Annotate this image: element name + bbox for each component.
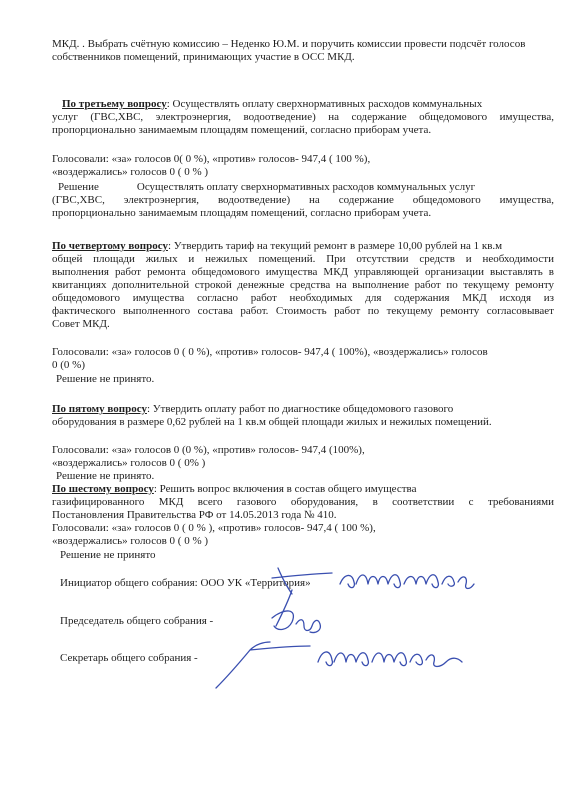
q4-decision: Решение не принято. bbox=[56, 373, 155, 385]
q3-text-line: пропорционально занимаемым площадям помещений, согласно приборам учета. bbox=[52, 124, 432, 136]
secretary-label: Секретарь общего собрания - bbox=[60, 652, 198, 664]
q6-text-line: газифицированного МКД всего газового оборудования, в соответствии с требованиями bbox=[52, 496, 554, 508]
q4-text: : Утвердить тариф на текущий ремонт в размере 10,00 рублей на 1 кв.м bbox=[167, 240, 503, 252]
q3-decision-line: пропорционально занимаемым площадям помещений, согласно приборам учета. bbox=[52, 207, 432, 219]
q3-decision-line: (ГВС,ХВС, электроэнергия, водоотведение) на содержание общедомового имущества, bbox=[52, 194, 554, 206]
q3-vote-line: «воздержались» голосов 0 ( 0 % ) bbox=[52, 166, 209, 178]
q3-decision-heading bbox=[58, 181, 554, 194]
q4-text-line: квитанциях дополнительной строкой денежные средства на выполнение работ по текущему ремонту bbox=[52, 279, 554, 291]
q5-vote-line: Голосовали: «за» голосов 0 (0 %), «против» голосов- 947,4 (100%), bbox=[52, 444, 365, 456]
secretary-signature bbox=[210, 636, 500, 692]
q6-vote-line: Голосовали: «за» голосов 0 ( 0 % ), «против» голосов- 947,4 ( 100 %), bbox=[52, 522, 376, 534]
q6-text: : Решить вопрос включения в состав общего имущества bbox=[153, 483, 417, 495]
q4-text-line: общедомового имущества согласно работ необходимых для содержания МКД исходя из bbox=[52, 292, 554, 304]
q5-label: По пятому вопросу bbox=[52, 403, 147, 415]
q4-text-line: фактического выполненного состава работ. Стоимость работ по текущему ремонту согласовывает bbox=[52, 305, 554, 317]
q4-vote-line: Голосовали: «за» голосов 0 ( 0 %), «против» голосов- 947,4 ( 100%), «воздержались» голосов bbox=[52, 346, 488, 358]
q3-decision-text: Осуществлять оплату сверхнормативных расходов коммунальных услуг bbox=[136, 181, 476, 193]
q5-vote-line: «воздержались» голосов 0 ( 0% ) bbox=[52, 457, 206, 469]
q5-heading bbox=[52, 403, 554, 416]
q4-text-line: Совет МКД. bbox=[52, 318, 110, 330]
q4-label: По четвертому вопросу bbox=[52, 240, 168, 252]
q6-heading bbox=[52, 483, 554, 496]
q3-decision-label: Решение bbox=[58, 181, 99, 193]
chairman-signature bbox=[262, 588, 332, 643]
q4-vote-line: 0 (0 %) bbox=[52, 359, 85, 371]
q3-text-line: услуг (ГВС,ХВС, электроэнергия, водоотведение) на содержание общедомового имущества, bbox=[52, 111, 554, 123]
q5-text: : Утвердить оплату работ по диагностике общедомового газового bbox=[146, 403, 454, 415]
q6-label: По шестому вопросу bbox=[52, 483, 154, 495]
q4-heading bbox=[52, 240, 554, 253]
q6-vote-line: «воздержались» голосов 0 ( 0 % ) bbox=[52, 535, 209, 547]
q3-label: По третьему вопросу bbox=[62, 98, 167, 110]
intro-line: МКД. . Выбрать счётную комиссию – Неденко Ю.М. и поручить комиссии провести подсчёт голосов bbox=[52, 38, 526, 50]
intro-line: собственников помещений, принимающих участие в ОСС МКД. bbox=[52, 51, 355, 63]
q5-text-line: оборудования в размере 0,62 рублей на 1 кв.м общей площади жилых и нежилых помещений. bbox=[52, 416, 492, 428]
q3-vote-line: Голосовали: «за» голосов 0( 0 %), «против» голосов- 947,4 ( 100 %), bbox=[52, 153, 371, 165]
q4-text-line: выполнения работ ремонта общедомового имущества МКД управляющей организации выставлять в bbox=[52, 266, 554, 278]
q4-text-line: общей площади жилых и нежилых помещений. При отсутствии средств и необходимости bbox=[52, 253, 554, 265]
initiator-label: Инициатор общего собрания: ООО УК «Территория» bbox=[60, 577, 311, 589]
q5-decision: Решение не принято. bbox=[56, 470, 155, 482]
q6-decision: Решение не принято bbox=[60, 549, 156, 561]
chairman-label: Председатель общего собрания - bbox=[60, 615, 214, 627]
q3-text: : Осуществлять оплату сверхнормативных расходов коммунальных bbox=[166, 98, 483, 110]
q6-text-line: Постановления Правительства РФ от 14.05.2013 года № 410. bbox=[52, 509, 337, 521]
q3-heading bbox=[62, 98, 554, 111]
